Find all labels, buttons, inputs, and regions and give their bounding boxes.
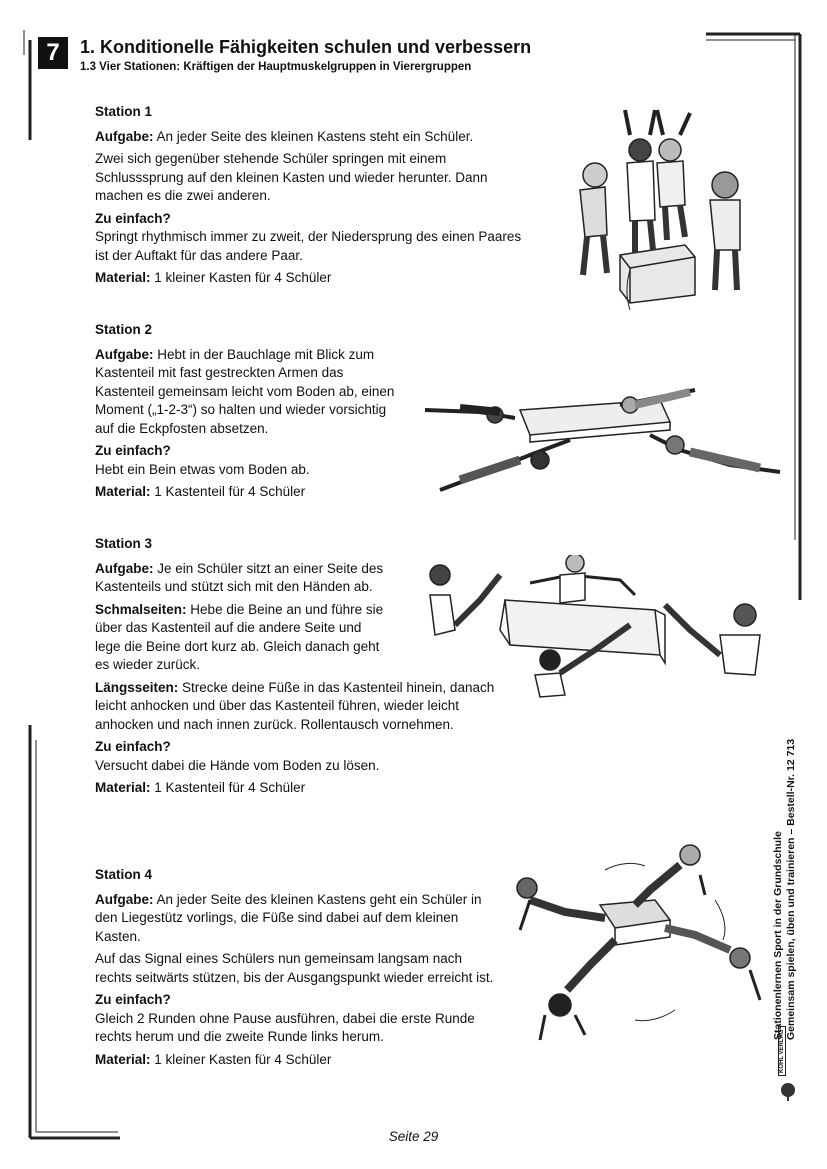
aufgabe-text: An jeder Seite des kleinen Kastens geht ein Schüler in den Liegestütz vorlings, die Füße sind dabei auf dem kleinen Kasten. [95, 891, 482, 944]
zu-einfach-label: Zu einfach? [95, 739, 171, 754]
aufgabe-label: Aufgabe: [95, 128, 154, 144]
sidebar-publication-info [772, 739, 798, 1040]
aufgabe-label: Aufgabe: [95, 891, 154, 907]
schmalseiten-label: Schmalseiten: [95, 601, 187, 617]
material-text: 1 kleiner Kasten für 4 Schüler [150, 270, 332, 285]
station-heading: Station 3 [95, 536, 153, 551]
station-3-illustration [420, 555, 780, 715]
schmalseiten-text: Hebe die Beine an und führe sie über das Kastenteil auf die andere Seite und lege die Beine dort kurz ab. Gleich danach geht es wieder zurück. [95, 601, 384, 672]
station-1-illustration [545, 105, 760, 320]
material-text: 1 Kastenteil für 4 Schüler [150, 780, 306, 795]
zu-einfach-text: Hebt ein Bein etwas vom Boden ab. [95, 461, 310, 477]
station-heading: Station 1 [95, 104, 153, 119]
chapter-number: 7 [38, 37, 68, 69]
material-label: Material: [95, 484, 151, 499]
material-label: Material: [95, 270, 151, 285]
station-extra-text: Zwei sich gegenüber stehende Schüler springen mit einem Schlusssprung auf den kleinen Kasten und wieder herunter. Dann machen es die zwei anderen. [95, 151, 488, 203]
publisher-logo-text: KOHL VERLAG [778, 1026, 786, 1076]
material-text: 1 kleiner Kasten für 4 Schüler [150, 1051, 332, 1067]
station-heading: Station 2 [95, 322, 153, 337]
aufgabe-label: Aufgabe: [95, 560, 154, 576]
zu-einfach-label: Zu einfach? [95, 443, 171, 458]
zu-einfach-label: Zu einfach? [95, 992, 171, 1007]
zu-einfach-text: Springt rhythmisch immer zu zweit, der Niedersprung des einen Paares ist der Auftakt für das andere Paar. [95, 229, 522, 263]
page-title: 1. Konditionelle Fähigkeiten schulen und verbessern [80, 37, 532, 57]
zu-einfach-label: Zu einfach? [95, 210, 171, 226]
aufgabe-label: Aufgabe: [95, 346, 154, 362]
page-subtitle: 1.3 Vier Stationen: Kräftigen der Hauptmuskelgruppen in Vierergruppen [80, 61, 472, 73]
aufgabe-text: An jeder Seite des kleinen Kastens steht ein Schüler. [153, 128, 474, 144]
sidebar-line-2: Gemeinsam spielen, üben und trainieren – Bestell-Nr. 12 713 [785, 738, 797, 1040]
tree-icon [778, 1082, 798, 1102]
zu-einfach-text: Gleich 2 Runden ohne Pause ausführen, dabei die erste Runde rechts herum und die zweite Runde links herum. [95, 1010, 475, 1044]
material-label: Material: [95, 780, 151, 795]
laengsseiten-text: Strecke deine Füße in das Kastenteil hinein, danach leicht anhocken und über das Kastenteil führen, wieder leicht anhocken und nach innen zurück. Rollentausch vornehmen. [95, 679, 495, 732]
publisher-logo [778, 1029, 800, 1104]
zu-einfach-text: Versucht dabei die Hände vom Boden zu lösen. [95, 757, 380, 773]
laengsseiten-label: Längsseiten: [95, 679, 179, 695]
aufgabe-text: Hebt in der Bauchlage mit Blick zum Kastenteil mit fast gestreckten Armen das Kastenteil gemeinsam leicht vom Boden ab, einen Moment („1-2-3“) so halten und wieder vorsichtig auf die Eckpfosten absetzen. [95, 346, 395, 436]
material-label: Material: [95, 1051, 151, 1067]
station-heading: Station 4 [95, 867, 153, 882]
station-1 [95, 103, 535, 292]
sidebar-line-1: Stationenlernen Sport in der Grundschule [772, 831, 784, 1040]
material-text: 1 Kastenteil für 4 Schüler [150, 484, 306, 499]
station-extra-text: Auf das Signal eines Schülers nun gemeinsam langsam nach rechts seitwärts stützen, bis der Ausgangspunkt wieder erreicht ist. [95, 951, 494, 985]
aufgabe-text: Je ein Schüler sitzt an einer Seite des Kastenteils und stützt sich mit den Händen ab. [95, 560, 384, 594]
station-4-illustration [505, 840, 775, 1050]
page-number: Seite 29 [388, 1129, 439, 1144]
station-4 [95, 866, 500, 1073]
station-2-illustration [420, 380, 790, 510]
